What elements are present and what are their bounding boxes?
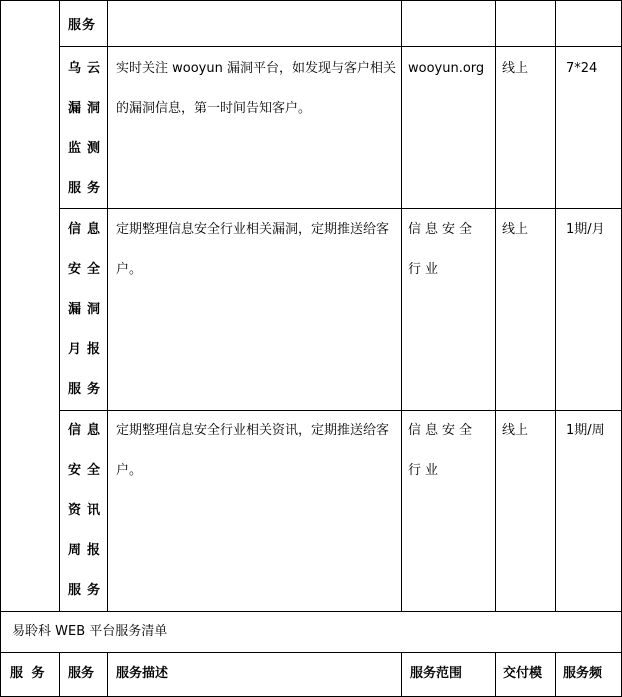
column-divider (495, 0, 496, 611)
service-frequency: 1期/周 (566, 423, 605, 438)
service-name-cell (68, 6, 96, 46)
row-divider (59, 46, 622, 47)
service-frequency: 7*24 (566, 61, 598, 76)
service-name-line: 信息 (68, 222, 107, 237)
header-service-description: 服务描述 (116, 666, 169, 681)
column-divider (555, 0, 556, 611)
delivery-mode: 线上 (502, 61, 529, 76)
service-scope: 信息安全行业 (408, 222, 477, 277)
service-name-line: 漏洞 (68, 101, 107, 116)
service-name-line: 乌云 (68, 61, 107, 76)
service-name-line: 漏洞 (68, 302, 107, 317)
service-name-line: 安全 (68, 463, 107, 478)
table-border (0, 0, 622, 1)
service-name-line: 服务 (68, 382, 107, 397)
service-name-line: 服务 (68, 583, 107, 598)
service-name-cell (68, 411, 106, 611)
table-border (0, 0, 1, 697)
delivery-mode: 线上 (502, 423, 529, 438)
delivery-mode: 线上 (502, 222, 529, 237)
table-caption: 易聆科 WEB 平台服务清单 (12, 624, 168, 639)
column-divider (59, 0, 60, 611)
header-service-name: 服务 (68, 666, 95, 681)
header-service-category: 服 务 (10, 666, 47, 681)
header-service-scope: 服务范围 (410, 666, 463, 681)
service-description: 定期整理信息安全行业相关资讯，定期推送给客户。 (116, 423, 390, 478)
service-name-line: 月报 (68, 342, 107, 357)
service-name-line: 信息 (68, 423, 107, 438)
column-divider (401, 0, 402, 611)
column-divider (107, 652, 108, 697)
service-description: 定期整理信息安全行业相关漏洞，定期推送给客户。 (116, 222, 390, 277)
service-name-line: 服务 (68, 18, 97, 33)
service-name-cell (68, 210, 106, 410)
service-name-line: 资讯 (68, 503, 107, 518)
service-name-line: 周报 (68, 543, 107, 558)
header-delivery-mode: 交付模 (503, 666, 543, 681)
service-name-line: 服务 (68, 181, 107, 196)
header-service-frequency: 服务频 (563, 666, 603, 681)
service-scope: 信息安全行业 (408, 423, 477, 478)
service-description: 实时关注 wooyun 漏洞平台，如发现与客户相关的漏洞信息，第一时间告知客户。 (116, 61, 396, 116)
column-divider (555, 652, 556, 697)
service-name-line: 安全 (68, 262, 107, 277)
column-divider (495, 652, 496, 697)
column-divider (59, 652, 60, 697)
service-scope: wooyun.org (408, 61, 485, 76)
service-frequency: 1期/月 (566, 222, 605, 237)
service-name-line: 监测 (68, 141, 107, 156)
service-name-cell (68, 49, 106, 209)
row-divider (59, 208, 622, 209)
column-divider (401, 652, 402, 697)
